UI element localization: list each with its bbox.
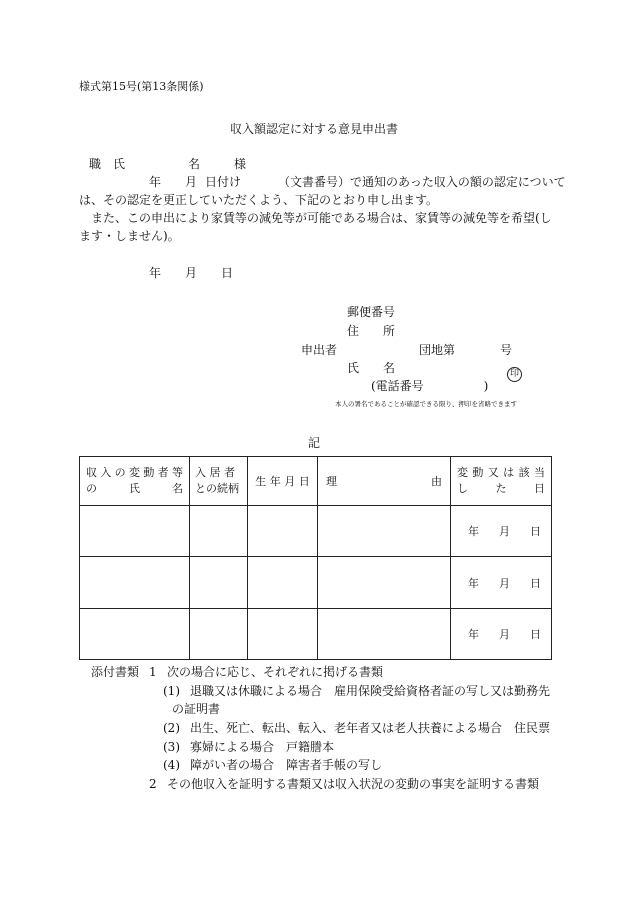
document-title: 収入額認定に対する意見申出書 <box>230 122 399 136</box>
sub1-text-cont: の証明書 <box>172 702 221 716</box>
header-changed-person-line2 <box>86 481 183 497</box>
sub2-text: 出生、死亡、転出、転入、老年者又は老人扶養による場合 住民票 <box>190 721 551 735</box>
cell-relationship[interactable] <box>190 506 248 557</box>
table-row <box>80 608 552 659</box>
row-year: 年 <box>468 627 479 641</box>
header-relationship <box>190 457 248 506</box>
sub3-number: (3) <box>163 740 180 754</box>
header-reason-a: 理 <box>326 475 337 489</box>
sub4-text: 障がい者の場合 障害者手帳の写し <box>190 758 383 772</box>
header-char: 変 <box>457 466 468 480</box>
header-change-date <box>451 457 552 506</box>
sub1-text: 退職又は休職による場合 雇用保険受給資格者証の写し又は勤務先 <box>190 684 551 698</box>
header-char: の <box>114 466 126 480</box>
attachments-item1: 次の場合に応じ、それぞれに掲げる書類 <box>167 665 384 679</box>
cell-change-date[interactable] <box>451 557 552 608</box>
attachments-item1-number: 1 <box>149 665 157 679</box>
header-char: 等 <box>171 466 183 480</box>
header-reason-b: 由 <box>431 475 442 489</box>
header-char: 又 <box>487 466 499 480</box>
row-day: 日 <box>530 576 541 590</box>
header-change-date-line2 <box>457 481 545 497</box>
header-char: 当 <box>533 466 545 480</box>
table-header-row <box>80 457 552 506</box>
row-month: 月 <box>499 576 510 590</box>
cell-person-name[interactable] <box>80 557 190 608</box>
notice-rest: （文書番号）で通知のあった収入の額の認定について <box>278 175 566 189</box>
record-table <box>79 456 552 660</box>
sub4-number: (4) <box>163 758 180 772</box>
name-label-a: 氏 <box>347 361 360 375</box>
header-char: 日 <box>534 482 545 496</box>
header-char: 変 <box>128 466 140 480</box>
header-birthdate-text: 生 年 月 日 <box>255 475 310 489</box>
phone-label: (電話番号 ) <box>371 379 489 393</box>
header-reason <box>318 457 451 506</box>
header-char: 動 <box>143 466 155 480</box>
cell-change-date[interactable] <box>451 608 552 659</box>
cell-birthdate[interactable] <box>248 557 318 608</box>
header-char: し <box>457 482 468 496</box>
table-row <box>80 506 552 557</box>
row-month: 月 <box>499 525 510 539</box>
header-char: は <box>503 466 515 480</box>
header-changed-person-line1 <box>86 465 183 481</box>
date-day: 日 <box>221 266 234 280</box>
reduction-line2: ます・しません)。 <box>79 229 180 243</box>
row-year: 年 <box>468 525 479 539</box>
header-char: た <box>495 482 507 496</box>
danchi-label: 団地第 <box>419 343 456 357</box>
header-char: 該 <box>518 466 530 480</box>
addressee-honorific: 様 <box>234 157 247 171</box>
cell-person-name[interactable] <box>80 608 190 659</box>
row-month: 月 <box>499 627 510 641</box>
postal-code-label: 郵便番号 <box>347 305 396 319</box>
addressee-name-label: 名 <box>188 157 201 171</box>
seal-char: 印 <box>507 367 522 382</box>
form-number: 様式第15号(第13条関係) <box>79 80 204 93</box>
cell-relationship[interactable] <box>190 557 248 608</box>
cell-reason[interactable] <box>318 506 451 557</box>
unit-number-suffix: 号 <box>500 343 513 357</box>
addressee-position: 職 氏 <box>89 157 126 171</box>
row-year: 年 <box>468 576 479 590</box>
notice-line2: は、その認定を更正していただくよう、下記のとおり申し出ます。 <box>79 193 439 207</box>
header-change-date-line1 <box>457 465 545 481</box>
sub2-number: (2) <box>163 721 180 735</box>
header-char: 名 <box>172 482 183 496</box>
header-char: 者 <box>157 466 169 480</box>
name-label-b: 名 <box>383 361 396 375</box>
cell-reason[interactable] <box>318 608 451 659</box>
cell-birthdate[interactable] <box>248 608 318 659</box>
attachments-item2: その他収入を証明する書類又は収入状況の変動の事実を証明する書類 <box>167 777 540 791</box>
date-year: 年 <box>149 266 162 280</box>
seal-mark <box>507 361 522 382</box>
row-day: 日 <box>530 525 541 539</box>
notice-month: 月 <box>185 175 198 189</box>
header-char: 動 <box>472 466 484 480</box>
cell-change-date[interactable] <box>451 506 552 557</box>
address-label-b: 所 <box>383 324 396 338</box>
header-birthdate <box>248 457 318 506</box>
attachments-label: 添付書類 <box>91 665 140 679</box>
header-char: 収 <box>86 466 97 480</box>
header-char: の <box>86 482 97 496</box>
notice-year: 年 <box>149 175 162 189</box>
sub1-number: (1) <box>163 684 180 698</box>
table-row <box>80 557 552 608</box>
header-relationship-line2: との続柄 <box>195 482 239 496</box>
signature-note: 本人の署名であることが確認できる限り、押印を省略できます <box>335 400 517 408</box>
cell-relationship[interactable] <box>190 608 248 659</box>
ki-heading: 記 <box>308 436 321 450</box>
cell-reason[interactable] <box>318 557 451 608</box>
header-char: 氏 <box>129 482 140 496</box>
notice-day-text: 日付け <box>205 175 242 189</box>
header-char: 入 <box>100 466 112 480</box>
cell-person-name[interactable] <box>80 506 190 557</box>
sub3-text: 寡婦による場合 戸籍謄本 <box>190 740 335 754</box>
applicant-label: 申出者 <box>301 343 338 357</box>
attachments-item2-number: 2 <box>149 777 157 791</box>
cell-birthdate[interactable] <box>248 506 318 557</box>
header-changed-person <box>80 457 190 506</box>
header-relationship-line1: 入 居 者 <box>195 466 235 480</box>
address-label-a: 住 <box>347 324 360 338</box>
reduction-line1: また、この申出により家賃等の減免等が可能である場合は、家賃等の減免等を希望(し <box>91 211 552 225</box>
date-month: 月 <box>185 266 198 280</box>
row-day: 日 <box>530 627 541 641</box>
